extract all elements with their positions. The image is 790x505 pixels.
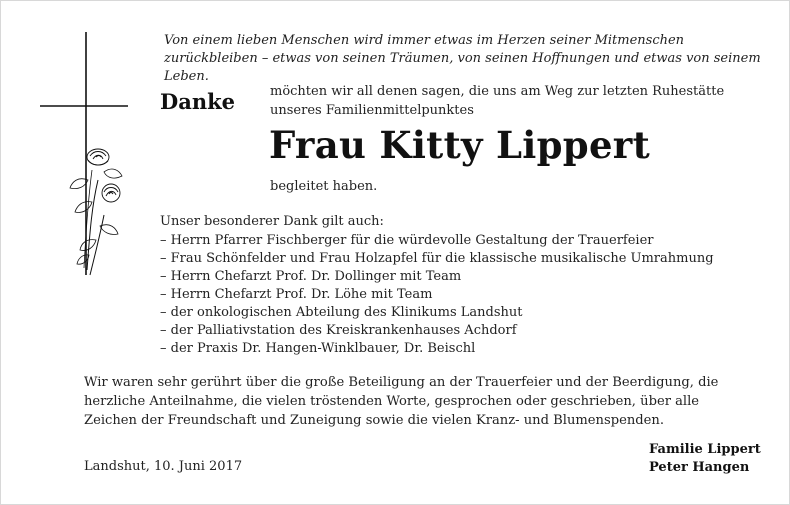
deceased-name: Frau Kitty Lippert [269, 123, 650, 167]
thanks-item: – Herrn Pfarrer Fischberger für die würdevolle Gestaltung der Trauerfeier [160, 233, 654, 248]
place-date: Landshut, 10. Juni 2017 [84, 459, 243, 474]
motto-text: Von einem lieben Menschen wird immer etwas im Herzen seiner Mitmenschen zurückbleiben – etwas von seinen Träumen, von seinen Hoffnungen und etwas von seinem Leben. [164, 33, 761, 84]
thanks-heading: Unser besonderer Dank gilt auch: [160, 214, 384, 229]
signature-line: Familie Lippert [649, 442, 761, 457]
gratitude-paragraph: Wir waren sehr gerührt über die große Beteiligung an der Trauerfeier und der Beerdigung, die herzliche Anteilnahme, die vielen tröstenden Worte, gesprochen oder geschrieben, über alle Zeichen der Freundschaft und Zuneigung sowie die vielen Kranz- und Blumenspenden. [84, 375, 719, 428]
thanks-item: – Frau Schönfelder und Frau Holzapfel für die klassische musikalische Umrahmung [160, 251, 714, 266]
signature-line: Peter Hangen [649, 460, 750, 475]
danke-heading: Danke [160, 89, 235, 114]
cross-with-roses-icon [40, 30, 130, 290]
thanks-item: – Herrn Chefarzt Prof. Dr. Dollinger mit Team [160, 269, 462, 284]
thanks-item: – Herrn Chefarzt Prof. Dr. Löhe mit Team [160, 287, 433, 302]
intro-text: möchten wir all denen sagen, die uns am Weg zur letzten Ruhestätte unseres Familienmittelpunktes [270, 84, 725, 118]
thanks-item: – der Palliativstation des Kreiskrankenhauses Achdorf [160, 323, 517, 338]
thanks-item: – der Praxis Dr. Hangen-Winklbauer, Dr. Beischl [160, 341, 476, 356]
signatures [649, 441, 761, 477]
thanks-list [160, 232, 714, 358]
accompanied-text: begleitet haben. [270, 179, 378, 194]
thanks-item: – der onkologischen Abteilung des Klinikums Landshut [160, 305, 523, 320]
